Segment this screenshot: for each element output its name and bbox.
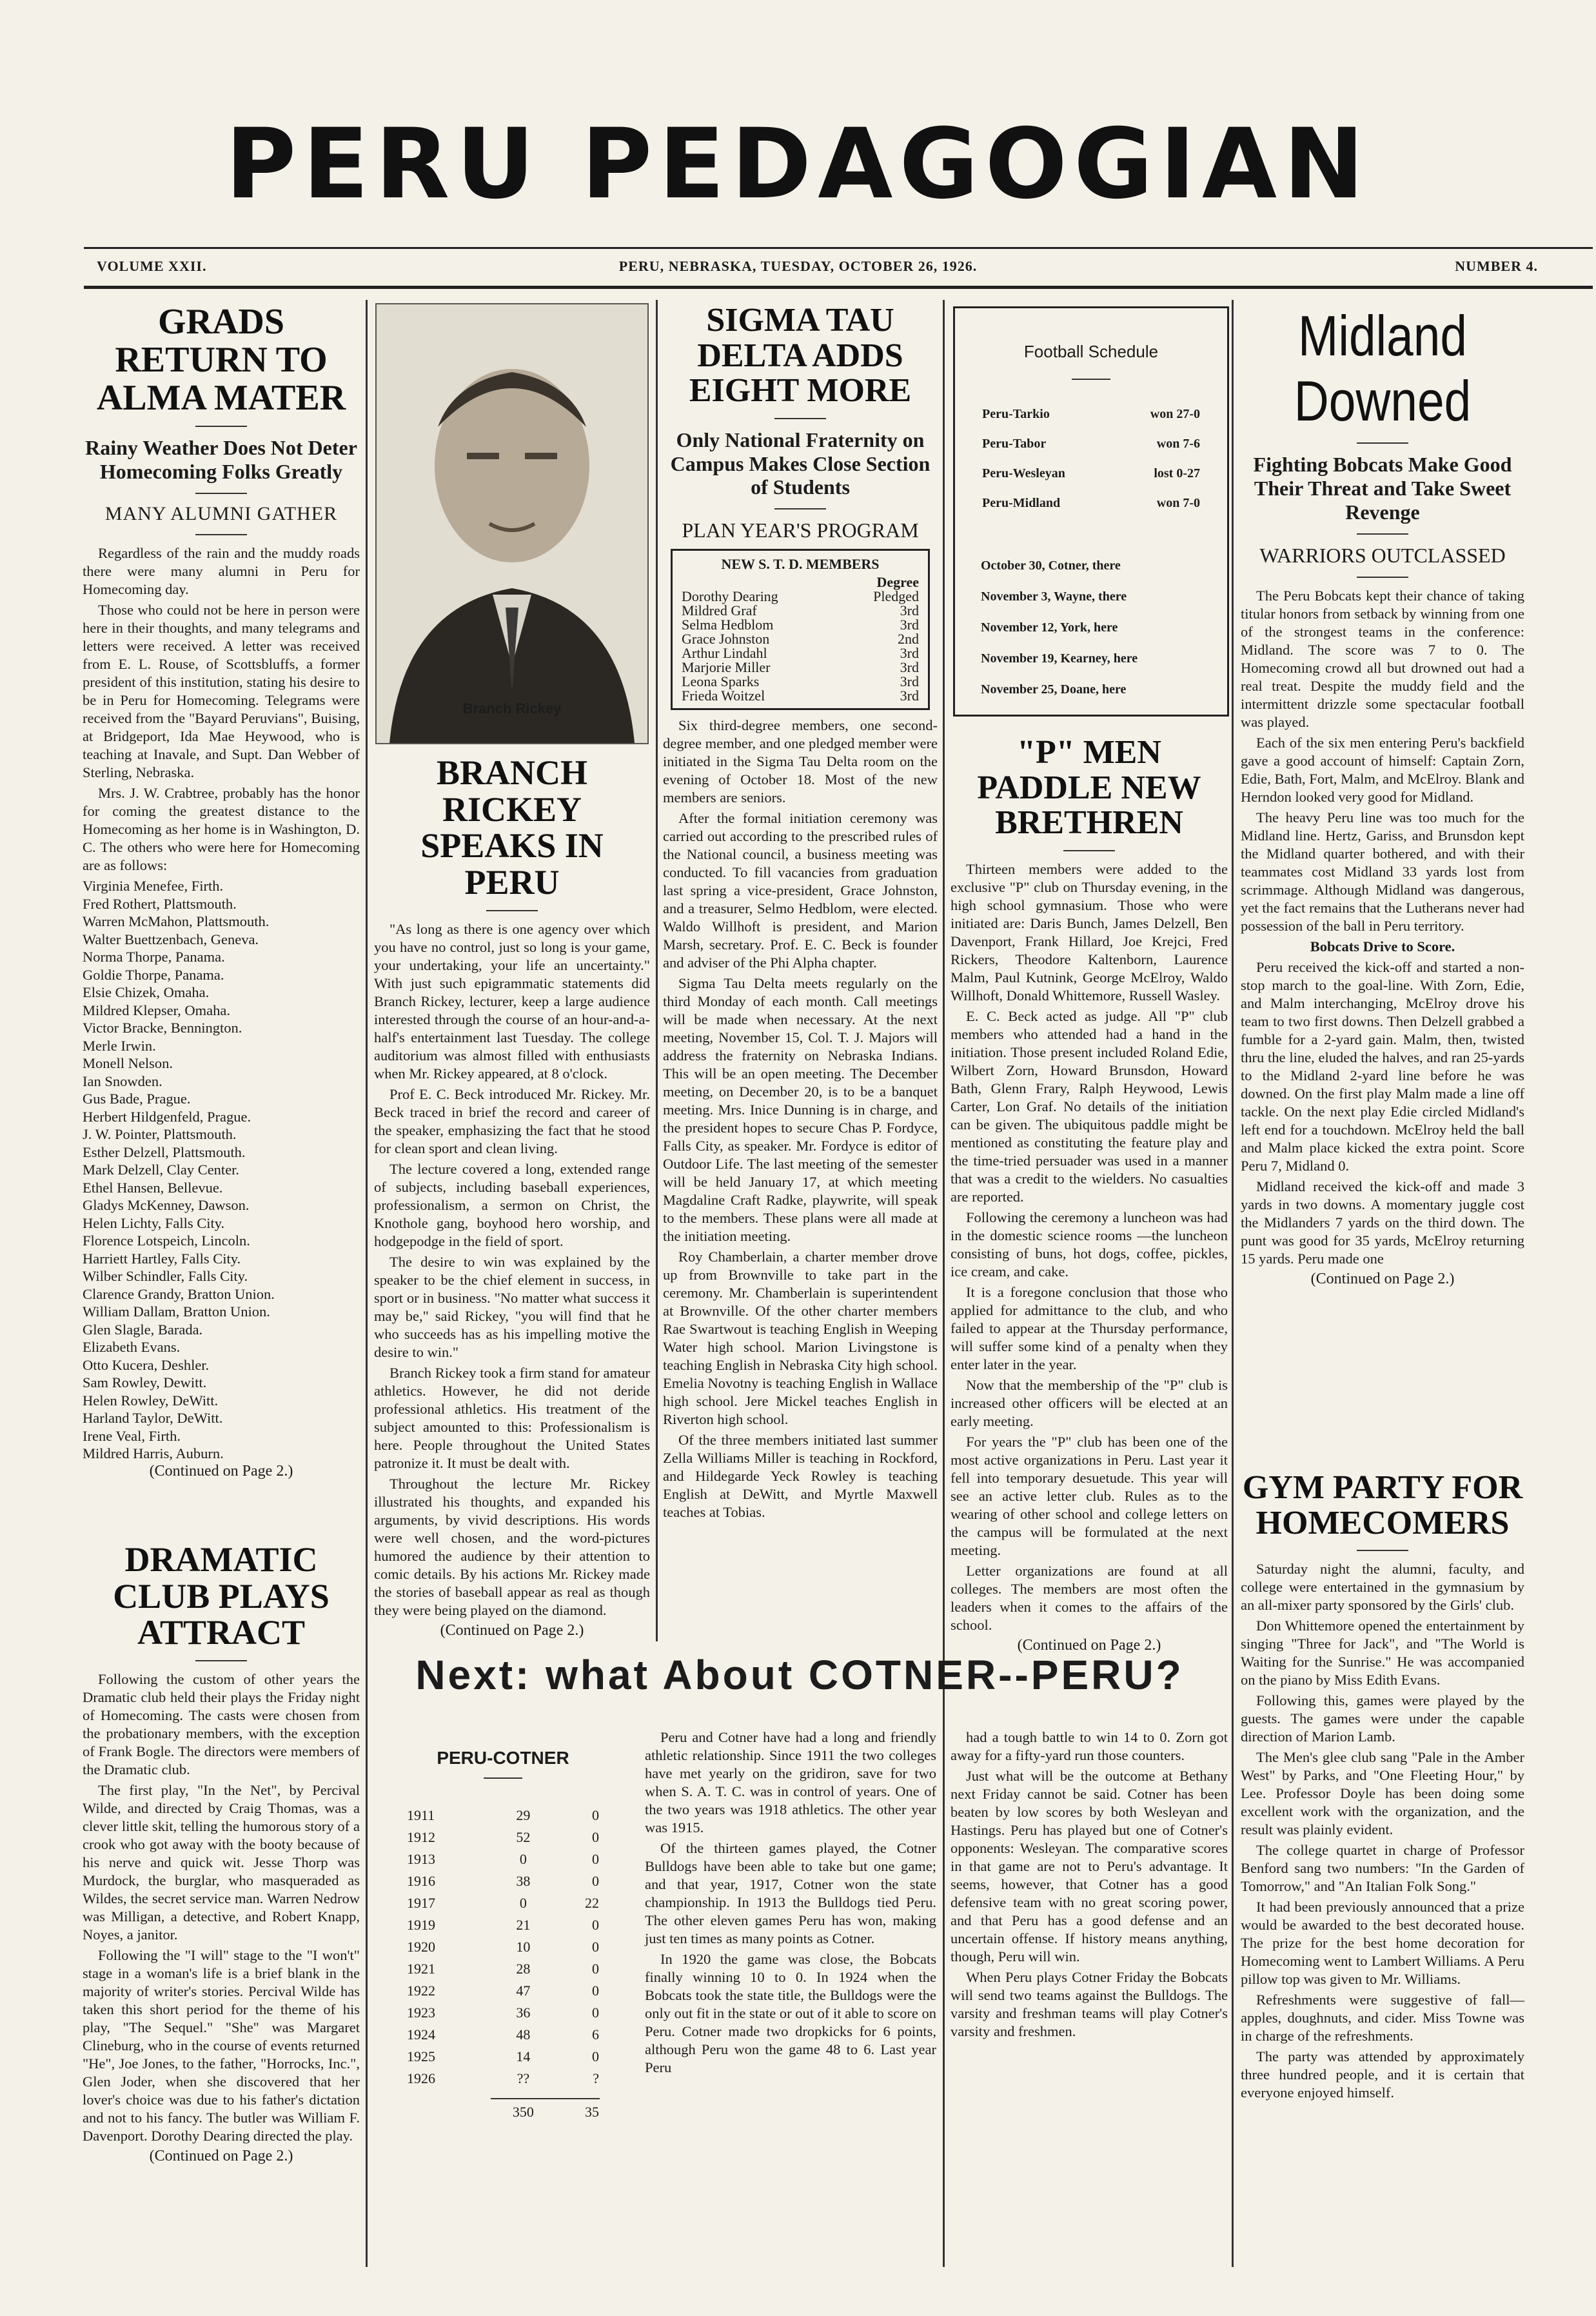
p-men-headline: "P" MEN PADDLE NEW BRETHREN bbox=[977, 734, 1201, 842]
cotner-banner: Next: what About COTNER--PERU? bbox=[415, 1652, 1184, 1698]
midland-headline: Midland Downed bbox=[1294, 304, 1472, 433]
table-row bbox=[406, 2002, 600, 2024]
member-degree: 2nd bbox=[898, 630, 919, 647]
score-year: 1924 bbox=[407, 2026, 435, 2043]
midland-body bbox=[1241, 587, 1524, 1268]
member-degree: Pledged bbox=[873, 588, 919, 604]
game-result: lost 0-27 bbox=[1154, 466, 1200, 480]
list-item: Ethel Hansen, Bellevue. bbox=[83, 1179, 223, 1196]
score-cotner: 0 bbox=[592, 1983, 599, 1999]
rickey-paragraph: Throughout the lecture Mr. Rickey illustrated his thoughts, and expanded his arguments, by vivid descriptions. His words were well chosen, and the word-pictures humored the audience by their attention to comic details. By his actions Mr. Rickey made the stories of baseball appear as real as though they were being played on the diamond. bbox=[374, 1475, 650, 1618]
midland-deck2: WARRIORS OUTCLASSED bbox=[1259, 543, 1506, 567]
midland-paragraph: Midland received the kick-off and made 3 yards in two downs. A momentary juggle cost the Midlanders 7 yards on the third down. The punt was good for 35 yards, McElroy returning 15 yards. Peru made one bbox=[1241, 1178, 1524, 1267]
column-rule bbox=[1232, 300, 1234, 2267]
member-name: Marjorie Miller bbox=[682, 658, 771, 675]
table-row bbox=[682, 689, 919, 703]
p-men-paragraph: For years the "P" club has been one of the most active organizations in Peru. Last year it fell into temporary desuetude. This year will see an active letter club. Rules as to the wearing of other school and college letters on the campus will be formulated at the next meeting. bbox=[951, 1433, 1228, 1558]
member-name: Arthur Lindahl bbox=[682, 644, 767, 661]
score-year: 1916 bbox=[407, 1873, 435, 1889]
gym-party-article bbox=[1241, 1470, 1524, 2104]
list-item: Walter Buettzenbach, Geneva. bbox=[83, 931, 259, 947]
grads-body bbox=[83, 544, 360, 875]
score-cotner: 22 bbox=[585, 1895, 599, 1911]
continued-note: (Continued on Page 2.) bbox=[1310, 1270, 1455, 1287]
score-cotner: 0 bbox=[592, 1851, 599, 1867]
rickey-paragraph: "As long as there is one agency over which you have no control, just so long is your game, your undertaking, your life an uncertainty." With just such epigrammatic statements did Branch Rickey, lecturer, keep a large audience interested through the course of an hour-and-a-half's entertainment last Tuesday. The college auditorium was almost filled with enthusiasts when Mr. Rickey appeared, at 8 o'clock. bbox=[374, 920, 650, 1082]
table-row bbox=[682, 589, 919, 604]
photo-caption: Branch Rickey bbox=[462, 700, 562, 717]
sigma-paragraph: Sigma Tau Delta meets regularly on the third Monday of each month. Call meetings will be made when necessary. At the next meeting, November 15, Col. T. J. Majors will address the fraternity on Nebraska Indians. This will be an open meeting. The December meeting, on December 20, is to be a banquet meeting. Mrs. Inice Dunning is in charge, and the president hopes to secure Chas P. Fordyce, Falls City, as speaker. Mr. Fordyce is editor of Outdoor Life. The last meeting of the semester will be held January 17, at which meeting Magdaline Craft Radke, playwrite, will speak to the members. These plans were all made at the initiation meeting. bbox=[663, 975, 938, 1244]
list-item: Virginia Menefee, Firth. bbox=[83, 878, 224, 895]
rickey-paragraph: Prof E. C. Beck introduced Mr. Rickey. Mr. Beck traced in brief the record and career of the speaker, emphasizing the fact that he stood for clean sport and clean living. bbox=[374, 1085, 650, 1156]
p-men-article bbox=[951, 735, 1228, 1654]
list-item: Mark Delzell, Clay Center. bbox=[83, 1162, 240, 1178]
score-cotner: 0 bbox=[592, 1961, 599, 1977]
table-row bbox=[406, 1892, 600, 1914]
p-men-paragraph: Thirteen members were added to the exclusive "P" club on Thursday evening, in the high school gymnasium. Those who were initiated are: Daris Bunch, James Delzell, Ben Davenport, Frank Hillard, Joe Krejci, Fred Rickers, Theodore Kaltenborn, Laurence Malm, Paul Kutnink, George McElroy, Waldo Willhoft, Donald Whittemore, Russell Wasley. bbox=[951, 860, 1228, 1004]
divider bbox=[1072, 379, 1110, 380]
grads-deck2: MANY ALUMNI GATHER bbox=[104, 502, 338, 524]
table-row bbox=[406, 2090, 600, 2099]
list-item: Harland Taylor, DeWitt. bbox=[83, 1410, 223, 1427]
dateline: PERU, NEBRASKA, TUESDAY, OCTOBER 26, 1926. bbox=[618, 258, 978, 274]
list-item: Irene Veal, Firth. bbox=[83, 1427, 181, 1444]
score-peru: 0 bbox=[519, 1851, 527, 1867]
table-row bbox=[682, 660, 919, 675]
sigma-deck: Only National Fraternity on Campus Makes Close Section of Students bbox=[670, 428, 931, 499]
score-peru: 52 bbox=[516, 1829, 531, 1845]
score-cotner: 0 bbox=[592, 1807, 599, 1823]
cotner-scores-table bbox=[406, 1805, 600, 2124]
grads-paragraph: Those who could not be here in person were here in their thoughts, and many telegrams and letters were received. A letter was received from E. L. Rouse, of Scottsbluffs, a former president of this institution, stating his desire to be in Peru for Homecoming. Telegrams were received from the "Bayard Peruvians", Buising, at Bridgeport, Ida Mae Heywood, who is teaching at Inavale, and Supt. Dan Webber of Sterling, Nebraska. bbox=[83, 602, 360, 781]
divider bbox=[1357, 577, 1408, 578]
table-row bbox=[682, 604, 919, 618]
cotner-column-2 bbox=[951, 1728, 1228, 2043]
portrait-photo bbox=[375, 303, 649, 744]
list-item: Mildred Harris, Auburn. bbox=[83, 1445, 224, 1462]
list-item: Goldie Thorpe, Panama. bbox=[83, 966, 224, 983]
list-item: Otto Kucera, Deshler. bbox=[83, 1356, 210, 1373]
grads-deck: Rainy Weather Does Not Deter Homecoming Folks Greatly bbox=[85, 436, 357, 484]
divider bbox=[486, 910, 538, 911]
masthead-rule-bottom bbox=[84, 286, 1593, 289]
gym-party-body bbox=[1241, 1560, 1524, 2102]
list-item: Harriett Hartley, Falls City. bbox=[83, 1250, 241, 1267]
list-item: Elsie Chizek, Omaha. bbox=[83, 984, 210, 1001]
list-item: Sam Rowley, Dewitt. bbox=[83, 1374, 207, 1391]
midland-paragraph: The Peru Bobcats kept their chance of taking titular honors from setback by winning from one of the strongest teams in the conference: Midland. The score was 7 to 0. The Homecoming crowd all but drowned out had a real treat. Despite the muddy field and the intermittent drizzle some spectacular football was played. bbox=[1241, 587, 1524, 730]
results-table bbox=[981, 399, 1201, 518]
score-year: 1912 bbox=[407, 1829, 435, 1845]
member-name: Dorothy Dearing bbox=[682, 588, 778, 604]
total-peru: 350 bbox=[512, 2103, 534, 2120]
list-item: Esther Delzell, Plattsmouth. bbox=[83, 1143, 246, 1160]
column-rule bbox=[943, 1641, 945, 2267]
portrait-illustration bbox=[377, 304, 647, 743]
sigma-paragraph: Six third-degree members, one second-degree member, and one pledged member were initiated in the Sigma Tau Delta room on the evening of October 18. Most of the new members are seniors. bbox=[663, 717, 938, 806]
sigma-deck2: PLAN YEAR'S PROGRAM bbox=[682, 519, 919, 542]
score-peru: 38 bbox=[516, 1873, 531, 1889]
member-degree: 3rd bbox=[900, 602, 919, 619]
list-item: Herbert Hildgenfeld, Prague. bbox=[83, 1108, 251, 1125]
game-result: won 7-0 bbox=[1156, 495, 1200, 510]
volume: VOLUME XXII. bbox=[97, 258, 207, 274]
table-header: Degree bbox=[876, 573, 919, 590]
grads-paragraph: Regardless of the rain and the muddy roads there were many alumni in Peru for Homecoming day. bbox=[83, 545, 360, 598]
table-row bbox=[682, 575, 919, 589]
cotner-paragraph: Peru and Cotner have had a long and friendly athletic relationship. Since 1911 the two colleges have met yearly on the gridiron, save for two when S. A. T. C. was in control of years. One of the two years was 1918 athletics. The other year was 1915. bbox=[645, 1729, 936, 1836]
table-row bbox=[406, 1826, 600, 1848]
game-name: Peru-Wesleyan bbox=[982, 466, 1065, 480]
score-peru: 29 bbox=[516, 1807, 531, 1823]
midland-paragraph: Peru received the kick-off and started a non-stop march to the goal-line. With Zorn, Edie, and Malm interchanging, McElroy drove his team to two first downs. Then Delzell grabbed a fumble for a 2-yard gain. Malm, then, twisted thru the line, eluded the halves, and ran 25-yards to the Midland 2-yard line before he was downed. On the first play Malm made a line off tackle. On the next play Edie circled Midland's left end for a touchdown. McElroy held the ball and Malm place kicked the extra point. Score Peru 7, Midland 0. bbox=[1241, 958, 1524, 1174]
list-item: Merle Irwin. bbox=[83, 1037, 156, 1054]
sigma-paragraph: Of the three members initiated last summer Zella Williams Miller is teaching in Rockford, and Hildegarde Yeck Rowley is teaching English at DeWitt, and Myrtle Maxwell teaches at Tobias. bbox=[663, 1431, 938, 1520]
list-item: Fred Rothert, Plattsmouth. bbox=[83, 895, 237, 912]
issue-number: NUMBER 4. bbox=[1455, 258, 1538, 274]
score-year: 1925 bbox=[407, 2048, 435, 2064]
table-row bbox=[981, 488, 1201, 518]
table-row bbox=[406, 1980, 600, 2002]
p-men-paragraph: Letter organizations are found at all colleges. The members are most often the leaders when it comes to the affairs of the school. bbox=[951, 1562, 1228, 1633]
divider bbox=[1357, 533, 1408, 535]
table-row bbox=[406, 1805, 600, 1826]
table-row bbox=[406, 1870, 600, 1892]
dramatic-paragraph: Following the custom of other years the Dramatic club held their plays the Friday night of Homecoming. The casts were chosen from the probationary members, with the exception of Frank Bogle. The directors were members of the Dramatic club. bbox=[83, 1671, 360, 1778]
score-peru: 0 bbox=[519, 1895, 527, 1911]
gym-party-paragraph: The party was attended by approximately three hundred people, and it is certain that everyone enjoyed himself. bbox=[1241, 2048, 1524, 2101]
members-title: NEW S. T. D. MEMBERS bbox=[721, 555, 880, 572]
football-schedule-box bbox=[953, 306, 1229, 717]
midland-paragraph: Each of the six men entering Peru's backfield gave a good account of himself: Captain Zorn, Edie, Bath, Fort, Malm, and McElroy. Blank and Herndon looked very good for Midland. bbox=[1241, 734, 1524, 805]
list-item: November 25, Doane, here bbox=[981, 682, 1127, 697]
gym-party-paragraph: Saturday night the alumni, faculty, and college were entertained in the gymnasium by an all-mixer party sponsored by the Girls' club. bbox=[1241, 1561, 1524, 1614]
score-year: 1920 bbox=[407, 1939, 435, 1955]
column-rule bbox=[366, 1641, 368, 2267]
table-row bbox=[406, 2046, 600, 2068]
divider bbox=[195, 493, 247, 494]
score-peru: 10 bbox=[516, 1939, 531, 1955]
gym-party-paragraph: Don Whittemore opened the entertainment by singing "Three for Jack", and "The World is Waiting for the Sunrise." He was accompanied on the piano by Miss Edith Evans. bbox=[1241, 1618, 1524, 1688]
rickey-body bbox=[374, 920, 650, 1619]
divider bbox=[1063, 850, 1115, 851]
cotner-paragraph: Of the thirteen games played, the Cotner Bulldogs have been able to take but one game; and that year, 1917, Cotner won the state championship. In 1913 the Bulldogs tied Peru. The other eleven games Peru has won, making just ten times as many points as Cotner. bbox=[645, 1840, 936, 1946]
list-item: Wilber Schindler, Falls City. bbox=[83, 1268, 248, 1285]
dramatic-article bbox=[83, 1541, 360, 2165]
score-year: 1921 bbox=[407, 1961, 435, 1977]
table-row bbox=[682, 675, 919, 689]
column-rule bbox=[656, 300, 658, 1641]
gym-party-paragraph: It had been previously announced that a prize would be awarded to the best decorated house. The prize for the best home decoration for Homecoming went to Lambert Williams. A Peru pillow top was given to Mr. Williams. bbox=[1241, 1899, 1524, 1988]
column-rule bbox=[366, 300, 368, 1641]
grads-paragraph: Mrs. J. W. Crabtree, probably has the honor for coming the greatest distance to the Homecoming as her home is in Washington, D. C. The others who were here for Homecoming are as follows: bbox=[83, 785, 360, 874]
list-item: November 3, Wayne, there bbox=[981, 589, 1127, 604]
sigma-article bbox=[663, 303, 938, 1524]
list-item: Warren McMahon, Plattsmouth. bbox=[83, 913, 270, 930]
table-row bbox=[682, 632, 919, 646]
members-box bbox=[671, 549, 930, 710]
table-row bbox=[406, 2024, 600, 2046]
dramatic-body bbox=[83, 1670, 360, 2145]
table-row bbox=[682, 646, 919, 660]
score-year: 1917 bbox=[407, 1895, 435, 1911]
divider bbox=[774, 508, 826, 510]
upcoming-list bbox=[981, 550, 1227, 705]
schedule-title: Football Schedule bbox=[1023, 342, 1159, 361]
table-row bbox=[682, 618, 919, 632]
masthead-rule-top bbox=[84, 247, 1593, 249]
p-men-body bbox=[951, 860, 1228, 1634]
list-item: Mildred Klepser, Omaha. bbox=[83, 1002, 231, 1018]
score-year: 1911 bbox=[407, 1807, 435, 1823]
list-item: Florence Lotspeich, Lincoln. bbox=[83, 1232, 250, 1249]
midland-paragraph: The heavy Peru line was too much for the Midland line. Hertz, Gariss, and Brunsdon kept the Midland quarter bothered, and with their teammates cost Midland 33 yards lost from scrimmage. Although Midland was dangerous, yet the fact remains that the Lutherans never had possession of the ball in Peru territory. bbox=[1241, 809, 1524, 934]
member-degree: 3rd bbox=[900, 687, 919, 704]
divider bbox=[1357, 442, 1408, 444]
score-cotner: 0 bbox=[592, 1939, 599, 1955]
table-row bbox=[406, 1936, 600, 1958]
cotner-column-1 bbox=[645, 1728, 936, 2079]
score-cotner: 0 bbox=[592, 2048, 599, 2064]
game-name: Peru-Midland bbox=[982, 495, 1061, 510]
score-peru: 21 bbox=[516, 1917, 531, 1933]
continued-note: (Continued on Page 2.) bbox=[440, 1621, 584, 1639]
list-item: November 12, York, here bbox=[981, 620, 1118, 635]
rickey-headline: BRANCH RICKEY SPEAKS IN PERU bbox=[420, 753, 604, 902]
game-result: won 7-6 bbox=[1156, 436, 1200, 451]
divider bbox=[195, 534, 247, 535]
cotner-body bbox=[645, 1728, 936, 2077]
list-item: Clarence Grandy, Bratton Union. bbox=[83, 1285, 275, 1302]
list-item: Norma Thorpe, Panama. bbox=[83, 949, 225, 965]
table-row bbox=[406, 2099, 600, 2124]
score-cotner: 0 bbox=[592, 1829, 599, 1845]
gym-party-paragraph: Following this, games were played by the guests. The games were under the capable direction of Marion Lamb. bbox=[1241, 1692, 1524, 1745]
score-year: 1922 bbox=[407, 1983, 435, 1999]
score-peru: 28 bbox=[516, 1961, 531, 1977]
score-peru: ?? bbox=[517, 2070, 530, 2086]
p-men-paragraph: It is a foregone conclusion that those who applied for admittance to the club, and who failed to appear at the Thursday performance, will suffer some kind of a penalty when they enter later in the year. bbox=[951, 1283, 1228, 1372]
score-cotner: 0 bbox=[592, 1873, 599, 1889]
column-rule bbox=[943, 300, 945, 1641]
gym-party-paragraph: The college quartet in charge of Professor Benford sang two numbers: "In the Garden of Tomorrow," and "An Italian Folk Song." bbox=[1241, 1842, 1524, 1895]
grads-article bbox=[83, 303, 360, 1480]
score-cotner: 0 bbox=[592, 1917, 599, 1933]
divider bbox=[774, 418, 826, 419]
rickey-paragraph: Branch Rickey took a firm stand for amateur athletics. However, he did not deride professional athletics. His treatment of the subject amounted to this: Professionalism is here. People throughout the United States patronize it. It must be dealt with. bbox=[374, 1364, 650, 1471]
gym-party-headline: GYM PARTY FOR HOMECOMERS bbox=[1242, 1469, 1523, 1541]
list-item: Victor Bracke, Bennington. bbox=[83, 1020, 242, 1036]
grads-headline: GRADS RETURN TO ALMA MATER bbox=[96, 302, 346, 418]
table-row bbox=[981, 399, 1201, 429]
cotner-paragraph: had a tough battle to win 14 to 0. Zorn got away for a fifty-yard run those counters. bbox=[951, 1729, 1228, 1763]
score-year: 1919 bbox=[407, 1917, 435, 1933]
divider bbox=[195, 1660, 247, 1661]
score-year: 1923 bbox=[407, 2004, 435, 2021]
members-table bbox=[682, 575, 919, 703]
p-men-paragraph: Now that the membership of the "P" club is increased other officers will be elected at an early meeting. bbox=[951, 1376, 1228, 1429]
score-cotner: 0 bbox=[592, 2004, 599, 2021]
member-degree: 3rd bbox=[900, 658, 919, 675]
divider bbox=[195, 426, 247, 427]
cotner-paragraph: When Peru plays Cotner Friday the Bobcats will send two teams against the Bulldogs. The varsity and freshman teams will play Cotner's varsity and freshmen. bbox=[951, 1969, 1228, 2039]
divider bbox=[484, 1777, 522, 1779]
list-item: Glen Slagle, Barada. bbox=[83, 1321, 203, 1338]
midland-subhead: Bobcats Drive to Score. bbox=[1310, 938, 1455, 955]
list-item: Ian Snowden. bbox=[83, 1073, 163, 1089]
dramatic-headline: DRAMATIC CLUB PLAYS ATTRACT bbox=[113, 1540, 330, 1652]
sigma-body bbox=[663, 717, 938, 1521]
rickey-paragraph: The desire to win was explained by the speaker to be the chief element in success, in sport or in business. "No matter what success it may be," said Rickey, "you will find that he who succeeds has as his impelling motive the desire to win." bbox=[374, 1253, 650, 1360]
game-name: Peru-Tabor bbox=[982, 436, 1047, 451]
member-name: Leona Sparks bbox=[682, 673, 760, 689]
cotner-paragraph: Just what will be the outcome at Bethany next Friday cannot be said. Cotner has been beaten by low scores by both Wesleyan and Hastings. Peru has played but one of Cotner's opponents: Wesleyan. The comparative scores in that game are not to Peru's advantage. It seems, however, that Cotner has a good defensive team with no great scoring power, and that Peru has a good defense and an uncertain offense. If history means anything, though, Peru will win. bbox=[951, 1768, 1228, 1965]
cotner-body bbox=[951, 1728, 1228, 2041]
list-item: Helen Rowley, DeWitt. bbox=[83, 1392, 219, 1409]
rickey-article bbox=[374, 755, 650, 1639]
list-item: Elizabeth Evans. bbox=[83, 1339, 181, 1356]
midland-article bbox=[1241, 303, 1524, 1288]
gym-party-paragraph: Refreshments were suggestive of fall—apples, doughnuts, and cider. Miss Towne was in charge of the refreshments. bbox=[1241, 1992, 1524, 2044]
game-result: won 27-0 bbox=[1150, 406, 1200, 421]
score-year: 1926 bbox=[407, 2070, 435, 2086]
cotner-paragraph: In 1920 the game was close, the Bobcats finally winning 10 to 0. In 1924 when the Bobcats took the state title, the Bulldogs were the only out fit in the state or out of it able to score on Peru. Cotner made two dropkicks for 6 points, although Peru won the game 48 to 6. Last year Peru bbox=[645, 1951, 936, 2075]
list-item: November 19, Kearney, here bbox=[981, 651, 1138, 666]
table-row bbox=[406, 1914, 600, 1936]
rickey-paragraph: The lecture covered a long, extended range of subjects, including baseball experiences, professionalism, a sermon on Christ, the Knothole gang, boyhood hero worship, and hodgepodge in the field of sport. bbox=[374, 1160, 650, 1249]
dramatic-paragraph: The first play, "In the Net", by Percival Wilde, and directed by Craig Thomas, was a clever little skit, telling the humorous story of a crook who got away with the booty because of his nerve and quick wit. Jesse Thorp was Murdock, the burglar, who masqueraded as Wildes, the secret service man. Warren Nedrow was Milligan, a detective, and Robert Knapp, Noyes, a janitor. bbox=[83, 1782, 360, 1943]
cotner-table-block bbox=[374, 1735, 632, 2124]
sigma-paragraph: Roy Chamberlain, a charter member drove up from Brownville to take part in the ceremony. Mr. Chamberlain is superintendent at Brownville. Of the other charter members Rae Swartwout is teaching English in Weeping Water high school. Marion Livingstone is teaching English in Nebraska City high school. Emelia Novotny is teaching English in Wallace high school. Jere Mickel teaches English in Riverton high school. bbox=[663, 1248, 938, 1427]
list-item: October 30, Cotner, there bbox=[981, 559, 1121, 573]
p-men-paragraph: Following the ceremony a luncheon was had in the domestic science rooms —the luncheon consisting of buns, hot dogs, coffee, pickles, ice cream, and cake. bbox=[951, 1209, 1228, 1280]
continued-note: (Continued on Page 2.) bbox=[1017, 1636, 1161, 1654]
list-item: Gus Bade, Prague. bbox=[83, 1091, 191, 1107]
gym-party-paragraph: The Men's glee club sang "Pale in the Amber West" by Parks, and "One Fleeting Hour," by Lee. Professor Doyle has been doing some excellent work with the organization, and the result was plainly evident. bbox=[1241, 1749, 1524, 1838]
member-name: Grace Johnston bbox=[682, 630, 770, 647]
score-peru: 47 bbox=[516, 1983, 531, 1999]
score-year: 1913 bbox=[407, 1851, 435, 1867]
divider bbox=[1357, 1550, 1408, 1551]
alumni-list bbox=[83, 877, 360, 1463]
score-peru: 36 bbox=[516, 2004, 531, 2021]
continued-note: (Continued on Page 2.) bbox=[149, 2148, 293, 2165]
list-item: Monell Nelson. bbox=[83, 1055, 173, 1072]
table-row bbox=[981, 429, 1201, 459]
score-peru: 48 bbox=[516, 2026, 531, 2043]
member-degree: 3rd bbox=[900, 644, 919, 661]
sigma-paragraph: After the formal initiation ceremony was carried out according to the prescribed rules of the National council, a business meeting was conducted. To fill vacancies from graduation last spring a vice-president, Grace Johnston, and a treasurer, Selmo Hedblom, were elected. Waldo Willhoft is president, and Marion Marsh, secretary. Prof. E. C. Beck is founder and adviser of the Phi Alpha chapter. bbox=[663, 809, 938, 971]
cotner-table-title: PERU-COTNER bbox=[437, 1748, 569, 1768]
dramatic-paragraph: Following the "I will" stage to the "I won't" stage in a woman's life is a brief blank in the majority of writer's stories. Percival Wilde has taken this short period for the theme of his play, "The Sequel." "She" was Margaret Clineburg, who in the course of events returned "He", Joe Jones, to the father, "Horrocks, Inc.", Glen Joder, when she discovered that her lover's choice was due to his father's dictation and not to his fancy. The butler was William F. Davenport. Dorothy Dearing directed the play. bbox=[83, 1947, 360, 2144]
list-item: William Dallam, Bratton Union. bbox=[83, 1303, 270, 1320]
member-name: Selma Hedblom bbox=[682, 616, 774, 633]
continued-note: (Continued on Page 2.) bbox=[149, 1462, 293, 1480]
member-name: Frieda Woitzel bbox=[682, 687, 765, 704]
list-item: Gladys McKenney, Dawson. bbox=[83, 1197, 250, 1214]
table-row bbox=[406, 1848, 600, 1870]
midland-deck: Fighting Bobcats Make Good Their Threat and Take Sweet Revenge bbox=[1253, 453, 1512, 524]
member-degree: 3rd bbox=[900, 616, 919, 633]
score-cotner: ? bbox=[593, 2070, 599, 2086]
total-cotner: 35 bbox=[585, 2103, 599, 2120]
sigma-headline: SIGMA TAU DELTA ADDS EIGHT MORE bbox=[689, 302, 912, 410]
table-row bbox=[406, 1958, 600, 1980]
member-degree: 3rd bbox=[900, 673, 919, 689]
list-item: Helen Lichty, Falls City. bbox=[83, 1214, 225, 1231]
score-cotner: 6 bbox=[592, 2026, 599, 2043]
game-name: Peru-Tarkio bbox=[982, 406, 1050, 421]
p-men-paragraph: E. C. Beck acted as judge. All "P" club members who attended had a hand in the initiation. Those present included Roland Edie, Wilbert Zorn, Howard Brunsdon, Howard Bath, Glenn Frary, Ralph Heywood, Lewis Carter, Lon Graf. No details of the initiation can be given. The ubiquitous paddle might be mentioned as constituting the feature play and the time-tried persuader was used in a manner that was a credit to the wielders. No casualties are reported. bbox=[951, 1007, 1228, 1205]
table-row bbox=[981, 459, 1201, 488]
table-row bbox=[406, 2068, 600, 2090]
list-item: J. W. Pointer, Plattsmouth. bbox=[83, 1126, 237, 1143]
score-peru: 14 bbox=[516, 2048, 531, 2064]
member-name: Mildred Graf bbox=[682, 602, 757, 619]
masthead-title: PERU PEDAGOGIAN bbox=[225, 108, 1371, 221]
